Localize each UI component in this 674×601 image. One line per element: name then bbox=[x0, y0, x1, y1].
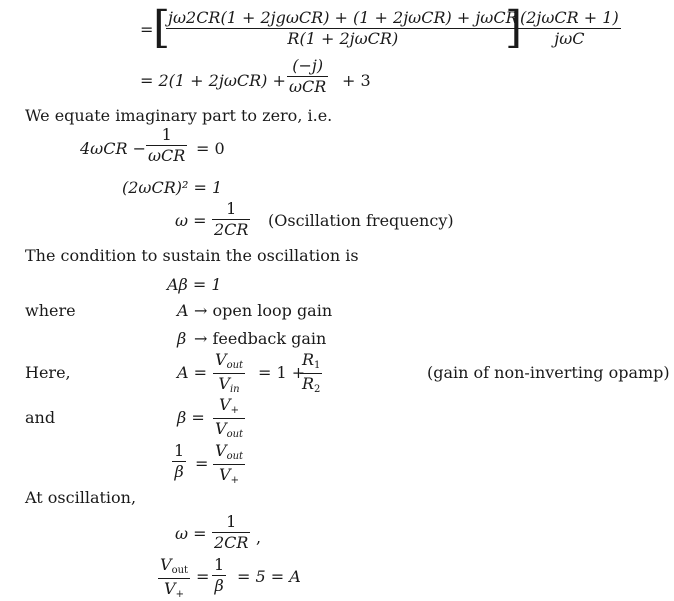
here-r1 bbox=[300, 352, 322, 371]
osc2-equals: = bbox=[196, 567, 210, 586]
eq3-denominator: ωCR bbox=[148, 146, 186, 165]
eq3-numerator: 1 bbox=[161, 125, 172, 144]
eq3-fraction bbox=[146, 127, 187, 164]
inv-equals: = bbox=[195, 454, 209, 473]
and-den-sub: out bbox=[226, 429, 244, 440]
and-numerator bbox=[213, 397, 245, 416]
osc2-beta-denominator: β bbox=[214, 576, 224, 595]
and-num-symbol: V bbox=[219, 395, 231, 414]
eq1-equals: = bbox=[140, 20, 154, 39]
where-open-loop-gain: → open loop gain bbox=[194, 301, 333, 320]
here-den-sub: in bbox=[229, 384, 240, 395]
and-den-symbol: V bbox=[215, 419, 227, 438]
and-fraction bbox=[213, 397, 245, 440]
eq4: (2ωCR)² = 1 bbox=[122, 178, 223, 197]
where-label: where bbox=[25, 301, 76, 320]
here-lhs: A = bbox=[177, 363, 208, 382]
here-r2 bbox=[300, 376, 322, 395]
inv-vplus-symbol: V bbox=[219, 465, 231, 484]
osc2-numerator bbox=[158, 557, 190, 576]
eq1-numerator: jω2CR(1 + 2jgωCR) + (1 + 2jωCR) + jωCR bbox=[168, 8, 518, 27]
eq5-numerator: 1 bbox=[226, 199, 237, 218]
text-at-oscillation: At oscillation, bbox=[25, 488, 137, 507]
here-r2-sub: 2 bbox=[314, 384, 321, 395]
inv-v-numerator bbox=[213, 443, 245, 462]
here-resistor-fraction bbox=[300, 352, 322, 395]
eq1-factor-denominator: jωC bbox=[554, 29, 585, 48]
eq2-rhs: + 3 bbox=[342, 71, 371, 90]
osc2-beta-numerator: 1 bbox=[214, 555, 225, 574]
osc1-numerator: 1 bbox=[226, 512, 237, 531]
inv-denominator: β bbox=[174, 462, 184, 481]
osc2-beta-fraction bbox=[212, 557, 226, 594]
eq1-right-bracket: ] bbox=[505, 2, 523, 53]
osc2-denominator bbox=[158, 581, 190, 600]
inv-v-fraction bbox=[213, 443, 245, 486]
eq5-lhs: ω = bbox=[175, 211, 207, 230]
inv-vplus-sub: + bbox=[230, 475, 239, 486]
osc1-comma: , bbox=[256, 528, 262, 547]
here-numerator bbox=[213, 352, 245, 371]
osc2-vplus-sub: + bbox=[175, 589, 184, 600]
eq5-fraction bbox=[212, 201, 250, 238]
here-mid: = 1 + bbox=[258, 363, 306, 382]
osc2-vplus-symbol: V bbox=[164, 579, 176, 598]
text-condition: The condition to sustain the oscillation is bbox=[25, 246, 359, 265]
here-den-symbol: V bbox=[218, 374, 230, 393]
inv-numerator: 1 bbox=[174, 441, 185, 460]
osc2-v-fraction bbox=[158, 557, 190, 600]
eq2-denominator: ωCR bbox=[289, 77, 327, 96]
osc1-denominator: 2CR bbox=[214, 533, 249, 552]
eq3-rhs: = 0 bbox=[196, 139, 225, 158]
osc2-rhs: = 5 = A bbox=[237, 567, 301, 586]
here-label: Here, bbox=[25, 363, 71, 382]
inv-beta-fraction bbox=[172, 443, 186, 480]
osc2-vout-symbol: V bbox=[160, 555, 172, 574]
inv-v-denominator bbox=[213, 467, 245, 486]
eq1-factor-numerator: (2jωCR + 1) bbox=[520, 8, 619, 27]
eq1-factor-fraction bbox=[518, 10, 621, 47]
here-num-symbol: V bbox=[215, 350, 227, 369]
where-symbol-beta: β bbox=[177, 329, 187, 348]
eq3-lhs: 4ωCR − bbox=[80, 139, 147, 158]
where-feedback-gain: → feedback gain bbox=[194, 329, 327, 348]
and-denominator bbox=[213, 421, 245, 440]
eq1-denominator: R(1 + 2jωCR) bbox=[287, 29, 399, 48]
here-r2-symbol: R bbox=[302, 374, 315, 393]
eq5-denominator: 2CR bbox=[214, 220, 249, 239]
here-num-sub: out bbox=[226, 360, 244, 371]
here-r1-symbol: R bbox=[302, 350, 315, 369]
text-equate-imaginary: We equate imaginary part to zero, i.e. bbox=[25, 106, 333, 125]
inv-vout-sub: out bbox=[226, 451, 244, 462]
and-num-sub: + bbox=[230, 405, 239, 416]
eq2-lhs: = 2(1 + 2jωCR) + bbox=[140, 71, 286, 90]
here-denominator bbox=[213, 376, 245, 395]
eq5-note: (Oscillation frequency) bbox=[268, 211, 454, 230]
eq6-barkhausen: Aβ = 1 bbox=[167, 275, 222, 294]
osc1-fraction bbox=[212, 514, 250, 551]
eq1-left-bracket: [ bbox=[153, 2, 171, 53]
osc1-lhs: ω = bbox=[175, 524, 207, 543]
where-symbol-a: A bbox=[177, 301, 189, 320]
eq2-numerator: (−j) bbox=[292, 56, 324, 75]
and-lhs: β = bbox=[177, 408, 205, 427]
here-r1-sub: 1 bbox=[314, 360, 321, 371]
here-note: (gain of non-inverting opamp) bbox=[427, 363, 670, 382]
inv-vout-symbol: V bbox=[215, 441, 227, 460]
eq1-main-fraction bbox=[166, 10, 520, 47]
here-gain-fraction bbox=[213, 352, 245, 395]
osc2-vout-sub: out bbox=[171, 565, 189, 576]
eq2-fraction bbox=[287, 58, 328, 95]
and-label: and bbox=[25, 408, 56, 427]
